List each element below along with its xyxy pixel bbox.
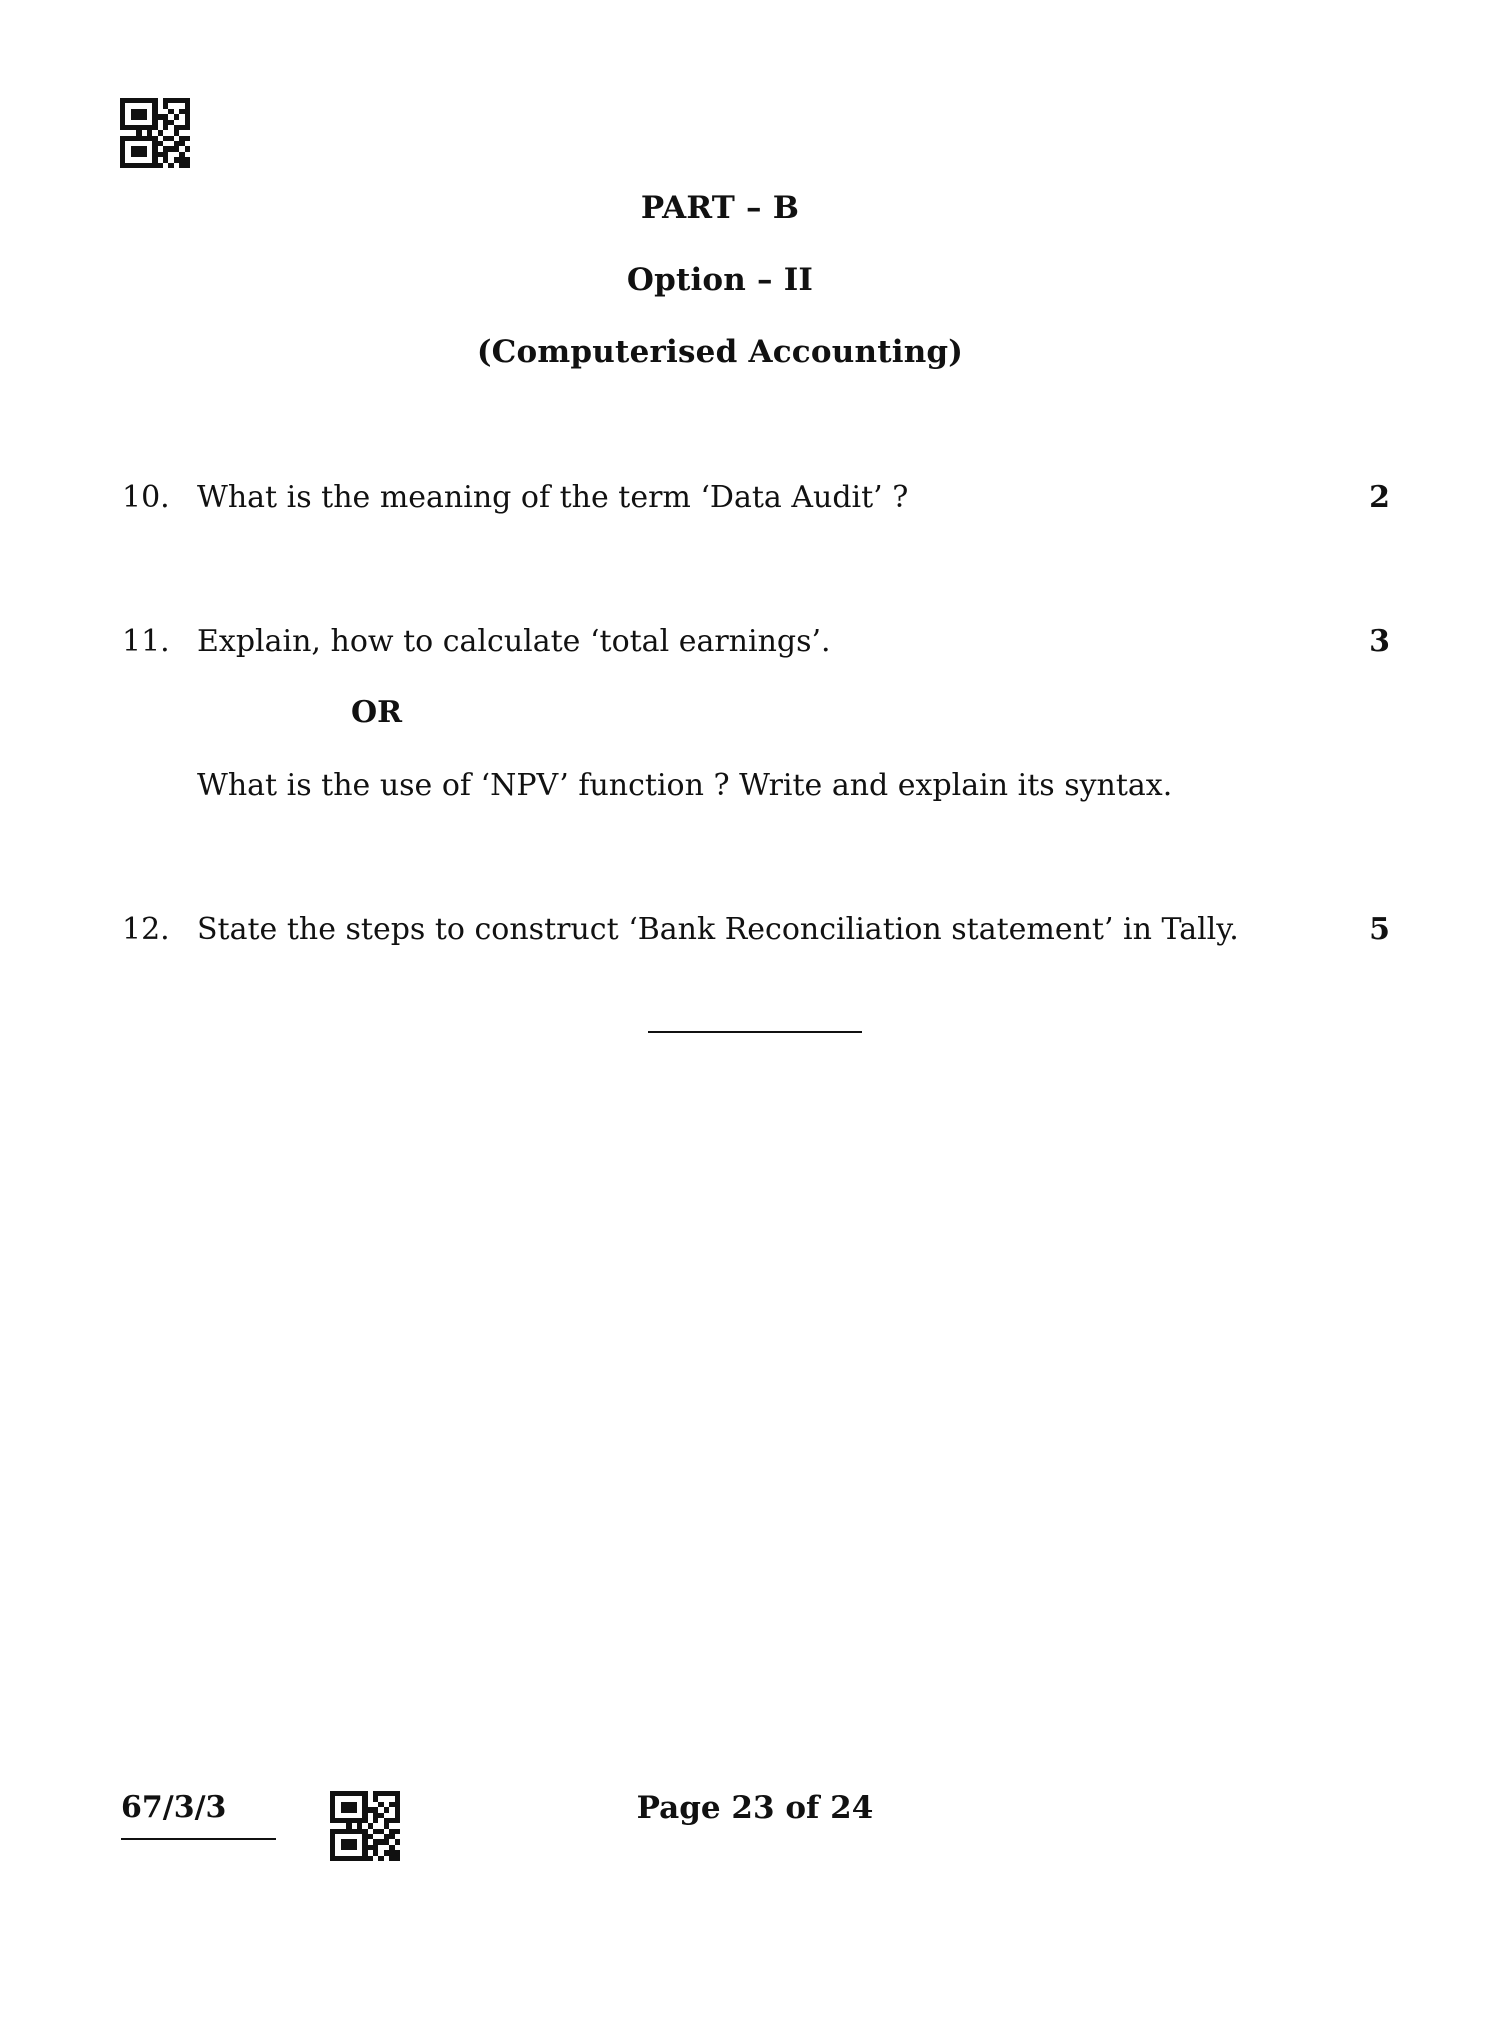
- page-number: Page 23 of 24: [636, 1790, 874, 1826]
- option-heading: Option – II: [626, 262, 814, 298]
- question-number: 12.: [122, 912, 170, 947]
- section-subtitle: (Computerised Accounting): [476, 334, 964, 370]
- question-alternative-text: What is the use of ‘NPV’ function ? Write and explain its syntax.: [197, 768, 1173, 803]
- or-label: OR: [351, 695, 403, 730]
- question-marks: 5: [1369, 912, 1390, 947]
- question-text: State the steps to construct ‘Bank Reconciliation statement’ in Tally.: [197, 912, 1239, 947]
- qr-code-icon: [330, 1791, 400, 1861]
- paper-code-underline: [121, 1838, 276, 1840]
- qr-code-icon: [120, 98, 190, 168]
- end-of-paper-rule: [648, 1031, 862, 1033]
- question-marks: 3: [1369, 624, 1390, 659]
- question-number: 11.: [122, 624, 170, 659]
- question-text: What is the meaning of the term ‘Data Audit’ ?: [197, 480, 909, 515]
- question-number: 10.: [122, 480, 170, 515]
- paper-code: 67/3/3: [121, 1790, 227, 1825]
- part-heading: PART – B: [640, 190, 800, 226]
- question-text: Explain, how to calculate ‘total earnings’.: [197, 624, 831, 659]
- question-marks: 2: [1369, 480, 1390, 515]
